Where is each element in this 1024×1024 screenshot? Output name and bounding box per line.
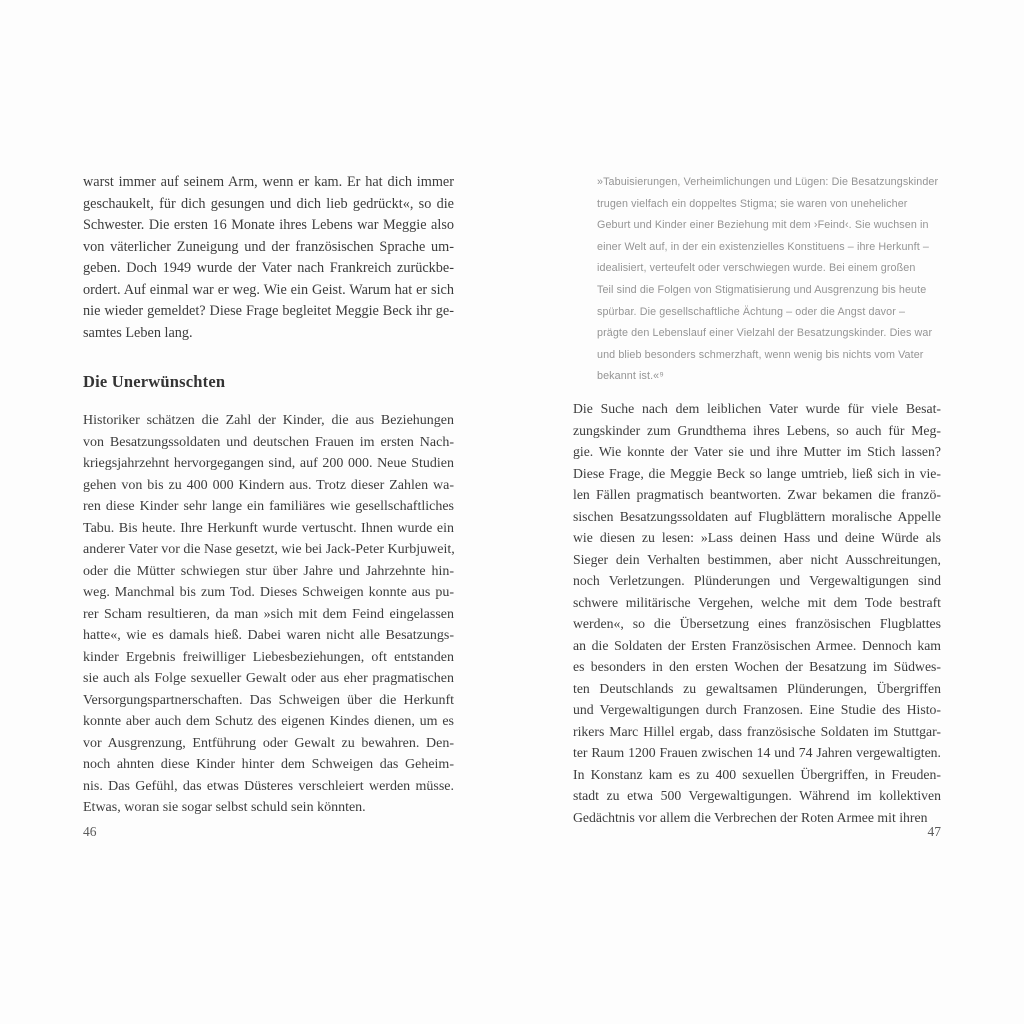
text-line: wie diesen zu lesen: »Lass deinen Hass und deine Würde als xyxy=(573,530,941,545)
text-line: gie. Wie konnte der Vater sie und ihre Mutter im Stich lassen? xyxy=(573,444,941,459)
text-line: ten Deutschlands zu gewaltsamen Plünderungen, Übergriffen xyxy=(573,680,941,696)
text-line: In Konstanz kam es zu 400 sexuellen Übergriffen, in Freuden- xyxy=(573,766,941,782)
text-line: gehen von bis zu 400 000 Kindern aus. Trotz dieser Zahlen wa- xyxy=(83,477,454,493)
text-line: ordert. Auf einmal war er weg. Wie ein Geist. Warum hat er sich xyxy=(83,281,454,298)
text-line: warst immer auf seinem Arm, wenn er kam. Er hat dich immer xyxy=(83,174,454,190)
text-line: len Fällen pragmatisch beantworten. Zwar bekamen die franzö- xyxy=(573,487,941,502)
text-line: Etwas, woran sie sogar selbst schuld sein könnten. xyxy=(83,800,366,815)
text-line: Teil sind die Folgen von Stigmatisierung und Ausgrenzung bis heute xyxy=(597,283,927,296)
text-line: sischen Besatzungssoldaten auf Flugblättern moralische Appelle xyxy=(573,508,941,524)
text-line: kinder Ergebnis freiwilliger Liebesbeziehungen, oft entstanden xyxy=(83,649,454,665)
text-line: samtes Leben lang. xyxy=(83,324,193,341)
text-line: und blieb besonders schmerzhaft, wenn wenig bis nichts vom Vater xyxy=(597,348,924,361)
text-line: noch Verletzungen. Plünderungen und Vergewaltigungen sind xyxy=(573,573,941,588)
text-line: Versorgungspartnerschaften. Das Schweigen über die Herkunft xyxy=(83,692,454,708)
page-number: 46 xyxy=(83,824,97,839)
paragraph xyxy=(573,398,941,828)
text-line: Geburt und Kinder einer Beziehung mit dem ›Feind‹. Sie wuchsen in xyxy=(597,219,929,232)
text-line: einer Welt auf, in der ein existenzielles Konstituens – ihre Herkunft – xyxy=(597,240,929,253)
text-line: anderer Vater vor die Nase gesetzt, wie bei Jack-Peter Kurbjuweit, xyxy=(83,542,455,557)
text-line: rer Scham resultieren, da man »sich mit dem Feind eingelassen xyxy=(83,606,454,622)
text-line: bekannt ist.«⁹ xyxy=(597,370,664,383)
text-line: sie auch als Folge sexueller Gewalt oder aus eher pragmatischen xyxy=(83,671,454,686)
text-line: schwere militärische Vergehen, welche mit dem Tode bestraft xyxy=(573,594,941,610)
blockquote xyxy=(597,172,941,388)
text-line: Sieger dein Verhalten bestimmen, aber nicht Ausschreitungen, xyxy=(573,551,941,567)
text-line: Die Suche nach dem leiblichen Vater wurde für viele Besat- xyxy=(573,401,941,416)
paragraph xyxy=(83,410,454,819)
text-line: prägte den Lebenslauf einer Vielzahl der Besatzungskinder. Dies war xyxy=(597,327,933,340)
text-line: an die Soldaten der Ersten Französischen Armee. Dennoch kam xyxy=(573,637,941,653)
text-line: kriegsjahrzehnt hervorgegangen sind, auf 200 000. Neue Studien xyxy=(83,456,454,471)
text-line: konnte aber auch dem Schutz des eigenen Kindes dienen, um es xyxy=(83,714,454,729)
text-line: von Besatzungssoldaten und deutschen Frauen im ersten Nach- xyxy=(83,434,454,450)
text-line: ren diese Kinder sehr lange ein familiäres wie gesellschaftliches xyxy=(83,499,454,514)
text-line: Schwester. Die ersten 16 Monate ihres Lebens war Meggie also xyxy=(83,217,454,233)
text-line: geben. Doch 1949 wurde der Vater nach Frankreich zurückbe- xyxy=(83,260,454,276)
text-line: noch ahnten diese Kinder hinter dem Schweigen das Geheim- xyxy=(83,757,454,772)
text-line: werden«, so die Übersetzung eines französischen Flugblattes xyxy=(573,616,941,631)
text-line: Tabu. Bis heute. Ihre Herkunft wurde vertuscht. Ihnen wurde ein xyxy=(83,520,454,536)
text-line: idealisiert, verteufelt oder verschwiegen wurde. Bei einem großen xyxy=(597,262,916,275)
text-line: weg. Manchmal bis zum Tod. Dieses Schweigen konnte aus pu- xyxy=(83,585,454,600)
text-line: von väterlicher Zuneigung und der französischen Sprache um- xyxy=(83,238,454,255)
text-line: trugen vielfach ein doppeltes Stigma; sie waren von unehelicher xyxy=(597,197,908,210)
page-number: 47 xyxy=(927,824,941,839)
text-line: Historiker schätzen die Zahl der Kinder, die aus Beziehungen xyxy=(83,413,454,428)
text-line: rikers Marc Hillel ergab, dass französische Soldaten im Stuttgar- xyxy=(573,723,941,739)
section-heading: Die Unerwünschten xyxy=(83,372,226,391)
paragraph-continuation xyxy=(83,172,454,344)
text-line: nie wieder gemeldet? Diese Frage begleitet Meggie Beck ihr ge- xyxy=(83,303,454,319)
text-line: »Tabuisierungen, Verheimlichungen und Lügen: Die Besatzungskinder xyxy=(597,176,939,188)
text-line: es besonders in den ersten Wochen der Besatzung im Südwes- xyxy=(573,659,941,674)
text-line: geschaukelt, für dich gesungen und dich lieb gedrückt«, so die xyxy=(83,195,454,212)
text-line: ter Raum 1200 Frauen zwischen 14 und 74 Jahren vergewaltigten. xyxy=(573,745,941,760)
text-line: stadt zu etwa 500 Vergewaltigungen. Während im kollektiven xyxy=(573,788,941,803)
text-line: hatte«, wie es damals hieß. Dabei waren nicht alle Besatzungs- xyxy=(83,628,454,643)
text-line: Gedächtnis vor allem die Verbrechen der Roten Armee mit ihren xyxy=(573,809,928,825)
text-line: vor Ausgrenzung, Entführung oder Gewalt zu bewahren. Den- xyxy=(83,735,454,751)
text-line: oder die Mütter schwiegen stur über Jahre und Jahrzehnte hin- xyxy=(83,563,454,579)
text-line: Diese Frage, die Meggie Beck so lange umtrieb, ließ sich in vie- xyxy=(573,465,941,481)
text-line: und Vergewaltigungen durch Franzosen. Eine Studie des Histo- xyxy=(573,702,941,717)
text-line: nis. Das Gefühl, das etwas Düsteres verschleiert werden müsse. xyxy=(83,778,454,794)
text-line: zungskinder zum Grundthema ihres Lebens, so auch für Meg- xyxy=(573,422,941,438)
text-line: spürbar. Die gesellschaftliche Ächtung – oder die Angst davor – xyxy=(597,305,906,318)
